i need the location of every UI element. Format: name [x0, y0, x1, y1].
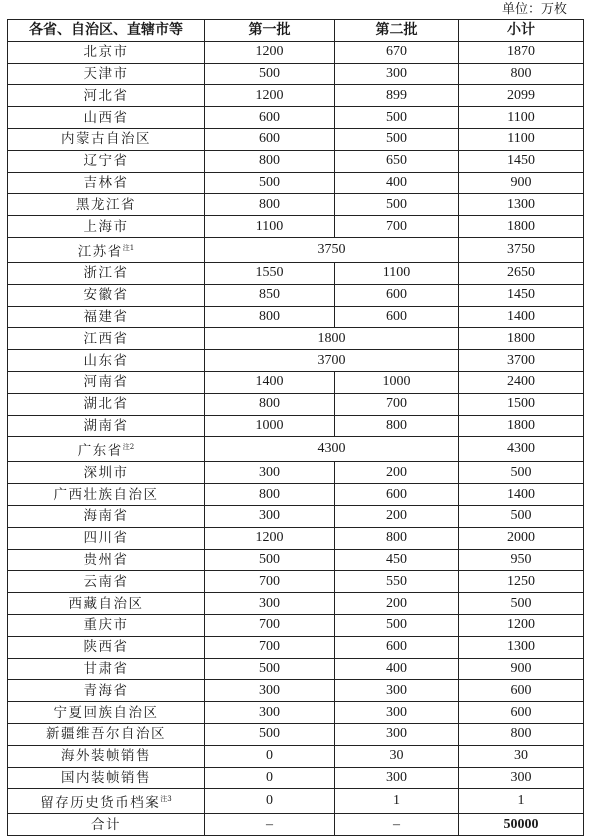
batch-1-value: 500	[205, 63, 335, 85]
batch-2-value: 500	[335, 128, 459, 150]
table-row	[8, 484, 584, 506]
table-row	[8, 306, 584, 328]
region-name-cell	[8, 371, 205, 393]
batch-2-value: 400	[335, 658, 459, 680]
batch-1-value: 1000	[205, 415, 335, 437]
subtotal-value: 2400	[459, 371, 584, 393]
table-row	[8, 350, 584, 372]
subtotal-value: 1250	[459, 571, 584, 593]
region-name-cell	[8, 505, 205, 527]
batch-2-value: 300	[335, 767, 459, 789]
table-row	[8, 128, 584, 150]
subtotal-value: 1400	[459, 306, 584, 328]
batch-2-value: 1100	[335, 262, 459, 284]
table-row	[8, 723, 584, 745]
region-name: 河北省	[83, 87, 129, 104]
batch-1-value: 300	[205, 702, 335, 724]
region-name-cell	[8, 150, 205, 172]
table-row	[8, 680, 584, 702]
table-row	[8, 789, 584, 814]
subtotal-value: 2099	[459, 85, 584, 107]
batch-1-value: 0	[205, 767, 335, 789]
subtotal-value: 2000	[459, 527, 584, 549]
table-row	[8, 415, 584, 437]
region-name-cell	[8, 194, 205, 216]
batch-1-value: 1200	[205, 41, 335, 63]
table-row	[8, 107, 584, 129]
region-name-cell	[8, 767, 205, 789]
subtotal-value: 600	[459, 680, 584, 702]
batch-1-value: 800	[205, 484, 335, 506]
subtotal-value: 3700	[459, 350, 584, 372]
table-row	[8, 437, 584, 462]
region-name-cell	[8, 593, 205, 615]
subtotal-value: 1800	[459, 328, 584, 350]
batch-1-value: 1200	[205, 527, 335, 549]
table-row	[8, 593, 584, 615]
table-row	[8, 237, 584, 262]
region-name: 新疆维吾尔自治区	[46, 726, 166, 743]
region-name-cell	[8, 658, 205, 680]
table-row	[8, 150, 584, 172]
table-row	[8, 284, 584, 306]
region-name-cell	[8, 284, 205, 306]
region-name-cell	[8, 237, 205, 262]
batch-1-value: 300	[205, 593, 335, 615]
region-name: 浙江省	[83, 265, 129, 282]
header-batch-2: 第二批	[335, 20, 459, 42]
region-name-cell	[8, 571, 205, 593]
region-name-cell	[8, 41, 205, 63]
region-name-cell	[8, 328, 205, 350]
region-name: 上海市	[83, 218, 129, 235]
region-name-cell	[8, 723, 205, 745]
region-name-cell	[8, 702, 205, 724]
table-row	[8, 549, 584, 571]
region-name: 天津市	[83, 65, 129, 82]
merged-batch-value: 3700	[205, 350, 459, 372]
batch-1-value: 600	[205, 107, 335, 129]
batch-1-value: 1400	[205, 371, 335, 393]
region-name: 辽宁省	[83, 153, 129, 170]
batch-1-value: 300	[205, 462, 335, 484]
subtotal-value: 300	[459, 767, 584, 789]
batch-2-value: 1000	[335, 371, 459, 393]
batch-1-value: 700	[205, 636, 335, 658]
region-name: 深圳市	[83, 464, 129, 481]
total-subtotal: 50000	[459, 814, 584, 836]
table-row	[8, 462, 584, 484]
region-name: 广西壮族自治区	[53, 486, 159, 503]
region-name: 广东省	[77, 443, 123, 460]
batch-1-value: 800	[205, 150, 335, 172]
batch-2-value: 700	[335, 393, 459, 415]
region-name-cell	[8, 789, 205, 814]
subtotal-value: 1870	[459, 41, 584, 63]
subtotal-value: 900	[459, 172, 584, 194]
region-name-cell	[8, 85, 205, 107]
batch-1-value: 1550	[205, 262, 335, 284]
region-name: 山东省	[83, 352, 129, 369]
total-batch-1: –	[205, 814, 335, 836]
header-region: 各省、自治区、直辖市等	[8, 20, 205, 42]
region-name-cell	[8, 128, 205, 150]
region-name-cell	[8, 415, 205, 437]
total-row	[8, 814, 584, 836]
subtotal-value: 800	[459, 723, 584, 745]
subtotal-value: 900	[459, 658, 584, 680]
batch-1-value: 800	[205, 306, 335, 328]
batch-2-value: 800	[335, 415, 459, 437]
region-name-cell	[8, 216, 205, 238]
subtotal-value: 1200	[459, 614, 584, 636]
region-name: 青海省	[83, 682, 129, 699]
batch-1-value: 1100	[205, 216, 335, 238]
batch-2-value: 600	[335, 636, 459, 658]
subtotal-value: 500	[459, 462, 584, 484]
batch-2-value: 899	[335, 85, 459, 107]
batch-1-value: 500	[205, 549, 335, 571]
subtotal-value: 1300	[459, 194, 584, 216]
batch-1-value: 1200	[205, 85, 335, 107]
region-name-cell	[8, 614, 205, 636]
table-row	[8, 393, 584, 415]
batch-2-value: 600	[335, 284, 459, 306]
table-row	[8, 614, 584, 636]
table-row	[8, 328, 584, 350]
region-name: 内蒙古自治区	[61, 131, 151, 148]
batch-1-value: 500	[205, 172, 335, 194]
region-name-cell	[8, 527, 205, 549]
table-row	[8, 371, 584, 393]
batch-2-value: 300	[335, 723, 459, 745]
batch-2-value: 400	[335, 172, 459, 194]
region-name-cell	[8, 484, 205, 506]
unit-label: 单位：万枚	[501, 2, 567, 17]
batch-1-value: 0	[205, 745, 335, 767]
table-row	[8, 658, 584, 680]
table-row	[8, 745, 584, 767]
table-row	[8, 527, 584, 549]
subtotal-value: 1400	[459, 484, 584, 506]
region-name: 江西省	[83, 330, 129, 347]
subtotal-value: 2650	[459, 262, 584, 284]
table-row	[8, 767, 584, 789]
footnote-marker: 注1	[122, 243, 135, 252]
batch-1-value: 500	[205, 723, 335, 745]
batch-2-value: 600	[335, 306, 459, 328]
region-name: 安徽省	[83, 287, 129, 304]
region-name: 海外装帧销售	[61, 748, 151, 765]
subtotal-value: 500	[459, 505, 584, 527]
subtotal-value: 500	[459, 593, 584, 615]
region-name: 黑龙江省	[76, 196, 136, 213]
subtotal-value: 30	[459, 745, 584, 767]
total-batch-2: –	[335, 814, 459, 836]
region-name-cell	[8, 437, 205, 462]
batch-1-value: 0	[205, 789, 335, 814]
region-name: 重庆市	[83, 617, 129, 634]
subtotal-value: 1500	[459, 393, 584, 415]
batch-1-value: 700	[205, 571, 335, 593]
batch-1-value: 850	[205, 284, 335, 306]
region-name: 留存历史货币档案	[40, 795, 161, 812]
batch-2-value: 300	[335, 63, 459, 85]
subtotal-value: 600	[459, 702, 584, 724]
subtotal-value: 1800	[459, 216, 584, 238]
region-name-cell	[8, 262, 205, 284]
table-row	[8, 85, 584, 107]
region-name: 云南省	[83, 573, 129, 590]
subtotal-value: 1450	[459, 150, 584, 172]
region-name: 河南省	[83, 374, 129, 391]
table-row	[8, 172, 584, 194]
batch-1-value: 600	[205, 128, 335, 150]
table-row	[8, 41, 584, 63]
batch-2-value: 1	[335, 789, 459, 814]
batch-2-value: 500	[335, 107, 459, 129]
batch-2-value: 700	[335, 216, 459, 238]
batch-2-value: 670	[335, 41, 459, 63]
region-name: 宁夏回族自治区	[53, 704, 159, 721]
region-name: 福建省	[83, 308, 129, 325]
batch-2-value: 800	[335, 527, 459, 549]
region-name: 甘肃省	[83, 660, 129, 677]
table-row	[8, 636, 584, 658]
region-name-cell	[8, 549, 205, 571]
batch-1-value: 800	[205, 194, 335, 216]
region-name-cell	[8, 172, 205, 194]
table-row	[8, 216, 584, 238]
batch-2-value: 30	[335, 745, 459, 767]
subtotal-value: 950	[459, 549, 584, 571]
table-row	[8, 194, 584, 216]
subtotal-value: 1450	[459, 284, 584, 306]
batch-1-value: 300	[205, 680, 335, 702]
region-name: 陕西省	[83, 639, 129, 656]
batch-2-value: 200	[335, 462, 459, 484]
merged-batch-value: 4300	[205, 437, 459, 462]
region-name: 湖北省	[83, 396, 129, 413]
batch-2-value: 550	[335, 571, 459, 593]
batch-2-value: 200	[335, 593, 459, 615]
table-row	[8, 63, 584, 85]
subtotal-value: 1100	[459, 128, 584, 150]
subtotal-value: 1300	[459, 636, 584, 658]
region-name-cell	[8, 636, 205, 658]
region-name-cell	[8, 306, 205, 328]
region-name-cell	[8, 462, 205, 484]
region-name: 国内装帧销售	[61, 769, 151, 786]
subtotal-value: 1100	[459, 107, 584, 129]
batch-2-value: 500	[335, 614, 459, 636]
region-name-cell	[8, 107, 205, 129]
region-name: 吉林省	[83, 174, 129, 191]
table-row	[8, 571, 584, 593]
batch-1-value: 800	[205, 393, 335, 415]
region-name-cell	[8, 680, 205, 702]
batch-1-value: 300	[205, 505, 335, 527]
table-row	[8, 702, 584, 724]
batch-2-value: 300	[335, 702, 459, 724]
header-batch-1: 第一批	[205, 20, 335, 42]
region-name: 贵州省	[83, 551, 129, 568]
merged-batch-value: 1800	[205, 328, 459, 350]
merged-batch-value: 3750	[205, 237, 459, 262]
batch-2-value: 450	[335, 549, 459, 571]
batch-2-value: 500	[335, 194, 459, 216]
batch-1-value: 500	[205, 658, 335, 680]
region-name: 山西省	[83, 109, 129, 126]
region-name: 西藏自治区	[68, 595, 144, 612]
region-name: 江苏省	[77, 243, 123, 260]
subtotal-value: 3750	[459, 237, 584, 262]
region-name-cell	[8, 745, 205, 767]
region-name-cell	[8, 63, 205, 85]
region-name: 北京市	[83, 44, 129, 61]
allocation-table	[7, 19, 584, 836]
footnote-marker: 注2	[122, 443, 135, 452]
subtotal-value: 4300	[459, 437, 584, 462]
subtotal-value: 1800	[459, 415, 584, 437]
region-name: 四川省	[83, 530, 129, 547]
region-name: 海南省	[83, 508, 129, 525]
table-row	[8, 505, 584, 527]
subtotal-value: 800	[459, 63, 584, 85]
batch-2-value: 300	[335, 680, 459, 702]
table-header-row	[8, 20, 584, 42]
table-row	[8, 262, 584, 284]
region-name-cell	[8, 350, 205, 372]
batch-2-value: 600	[335, 484, 459, 506]
header-subtotal: 小计	[459, 20, 584, 42]
batch-2-value: 650	[335, 150, 459, 172]
region-name-cell	[8, 393, 205, 415]
total-label: 合计	[8, 814, 205, 836]
footnote-marker: 注3	[160, 795, 172, 804]
region-name: 湖南省	[83, 417, 129, 434]
subtotal-value: 1	[459, 789, 584, 814]
batch-1-value: 700	[205, 614, 335, 636]
batch-2-value: 200	[335, 505, 459, 527]
